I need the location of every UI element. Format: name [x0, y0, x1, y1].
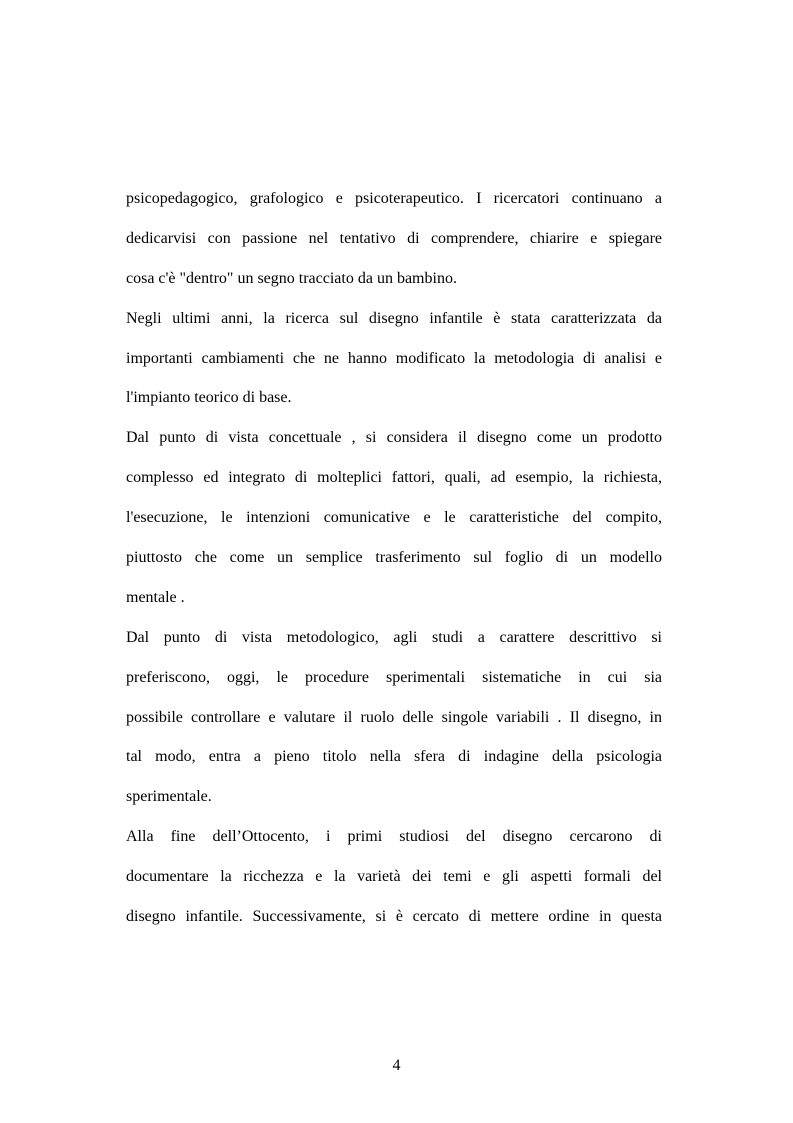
text-line: preferiscono, oggi, le procedure sperimentali sistematiche in cui sia	[126, 668, 662, 686]
text-line: tal modo, entra a pieno titolo nella sfera di indagine della psicologia	[126, 748, 662, 766]
text-line: mentale .	[126, 588, 185, 606]
text-line: Dal punto di vista metodologico, agli studi a carattere descrittivo si	[126, 628, 662, 646]
body-text	[126, 187, 662, 945]
text-line: documentare la ricchezza e la varietà dei temi e gli aspetti formali del	[126, 868, 662, 886]
text-line: cosa c'è "dentro" un segno tracciato da un bambino.	[126, 269, 457, 287]
text-line: Negli ultimi anni, la ricerca sul disegno infantile è stata caratterizzata da	[126, 309, 662, 327]
text-line: disegno infantile. Successivamente, si è cercato di mettere ordine in questa	[126, 908, 662, 926]
text-line: l'impianto teorico di base.	[126, 389, 292, 407]
text-line: Alla fine dell’Ottocento, i primi studiosi del disegno cercarono di	[126, 828, 662, 846]
page-number: 4	[392, 1057, 401, 1074]
text-line: possibile controllare e valutare il ruolo delle singole variabili . Il disegno, in	[126, 708, 662, 726]
text-line: sperimentale.	[126, 788, 212, 806]
text-line: piuttosto che come un semplice trasferimento sul foglio di un modello	[126, 549, 662, 567]
text-line: dedicarvisi con passione nel tentativo di comprendere, chiarire e spiegare	[126, 229, 662, 247]
text-line: complesso ed integrato di molteplici fattori, quali, ad esempio, la richiesta,	[126, 469, 662, 487]
text-line: psicopedagogico, grafologico e psicoterapeutico. I ricercatori continuano a	[126, 190, 662, 207]
text-line: Dal punto di vista concettuale , si considera il disegno come un prodotto	[126, 429, 662, 447]
text-line: importanti cambiamenti che ne hanno modificato la metodologia di analisi e	[126, 349, 662, 367]
text-line: l'esecuzione, le intenzioni comunicative e le caratteristiche del compito,	[126, 509, 662, 527]
